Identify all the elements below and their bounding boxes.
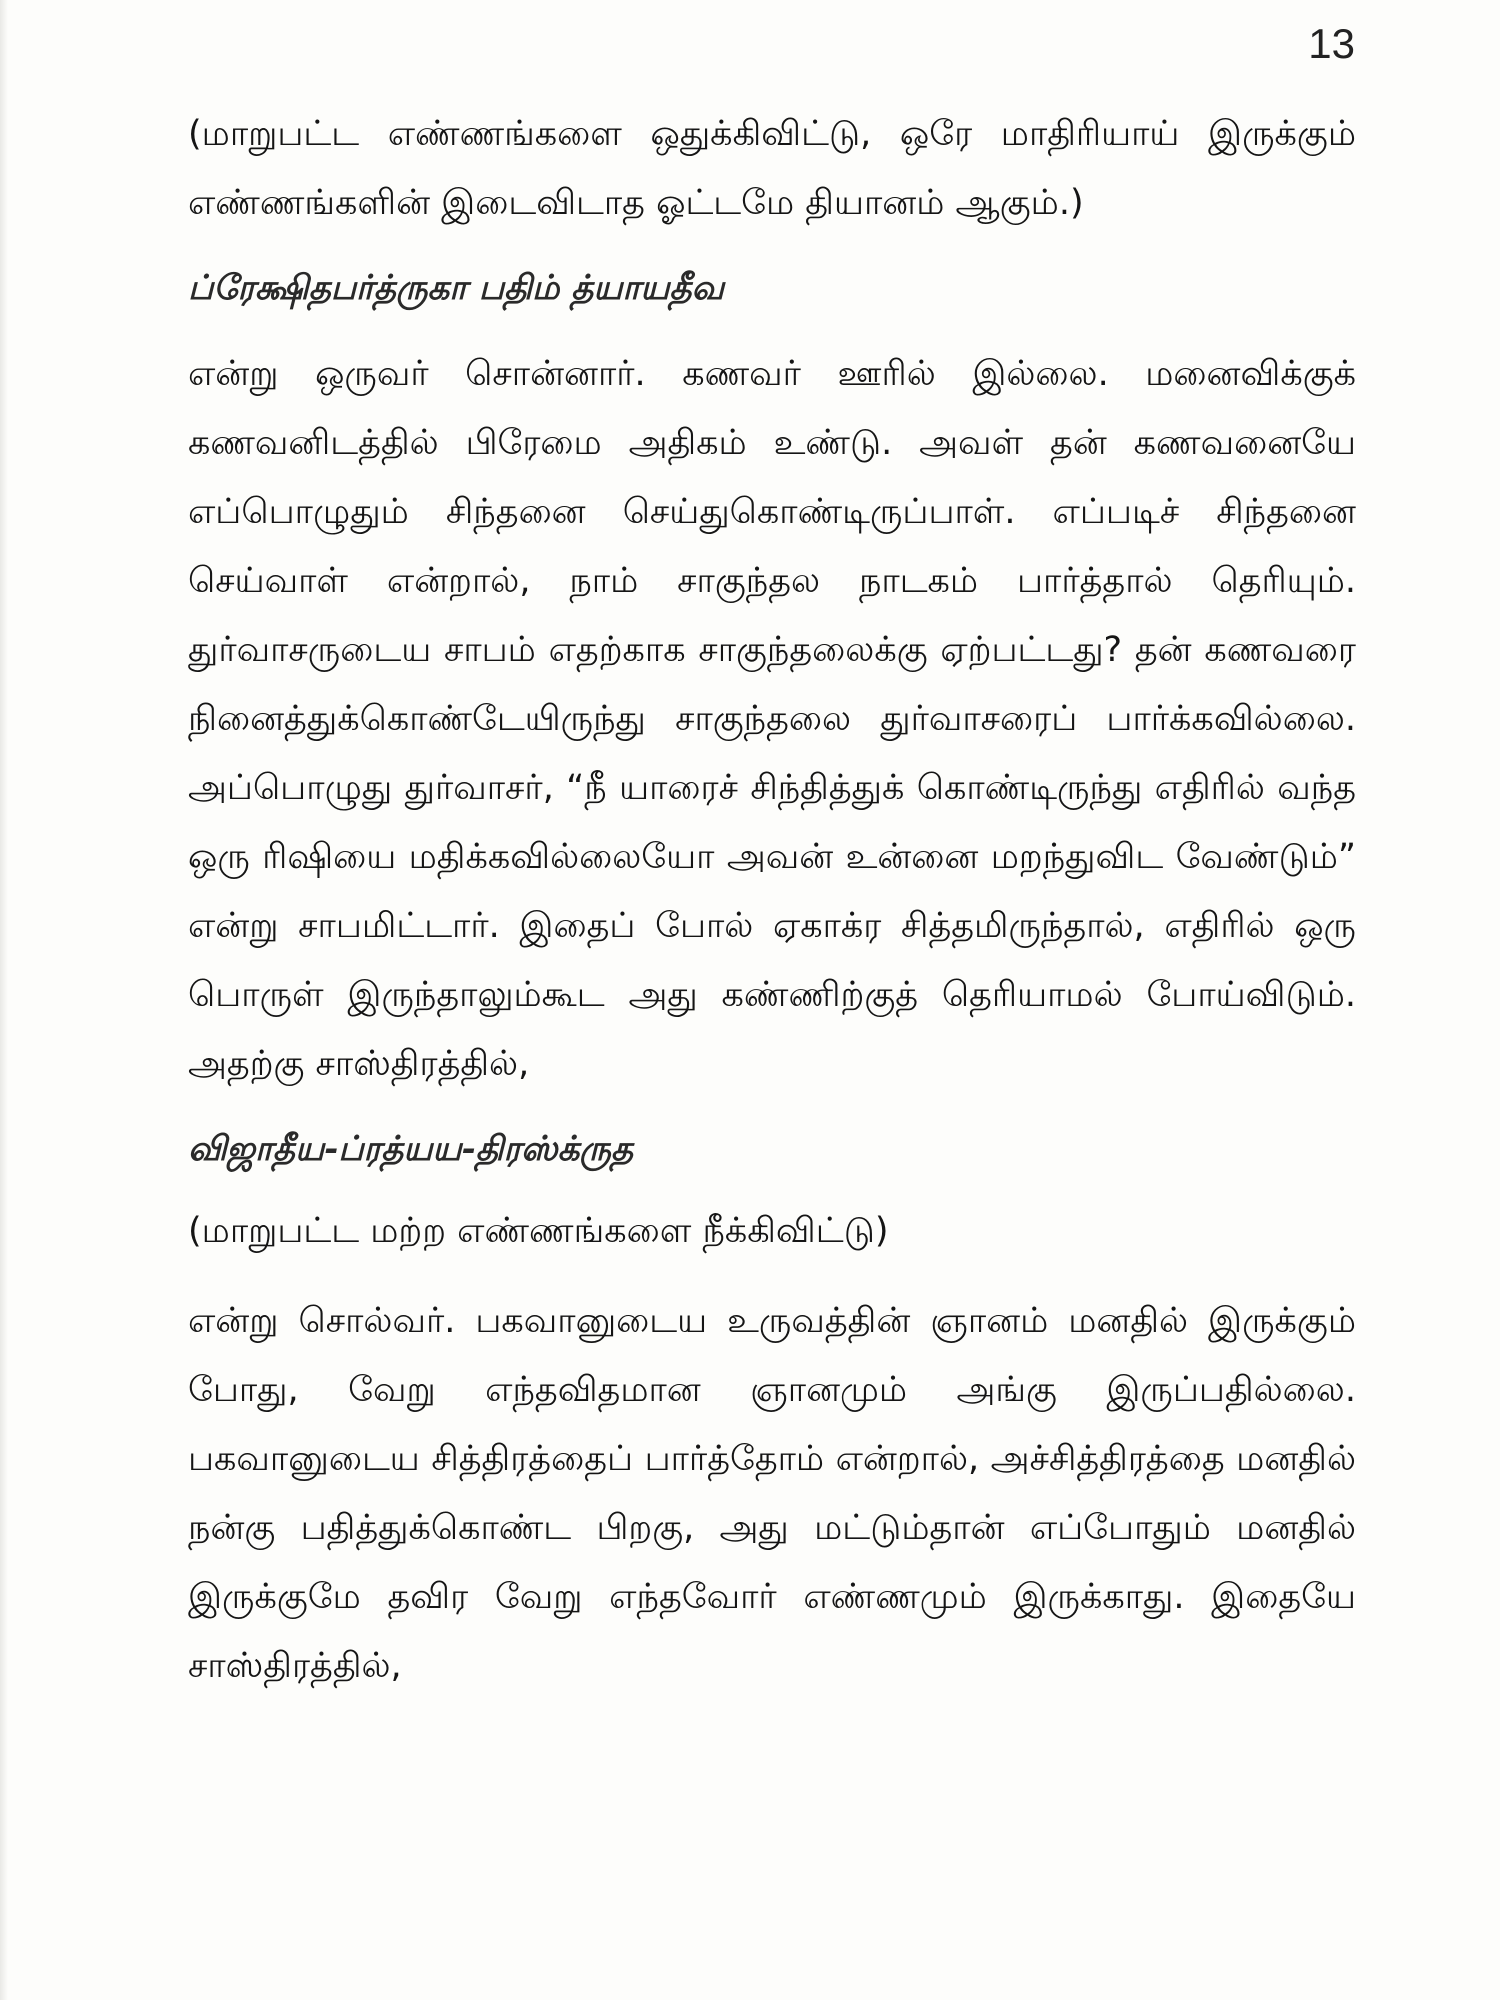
page-edge-shadow xyxy=(0,0,8,2000)
sanskrit-verse-heading: விஜாதீய-ப்ரத்யய-திரஸ்க்ருத xyxy=(188,1129,633,1169)
verse-translation: (மாறுபட்ட மற்ற எண்ணங்களை நீக்கிவிட்டு) xyxy=(188,1211,889,1251)
page-number: 13 xyxy=(1308,20,1355,67)
paragraph-meditation-definition: (மாறுபட்ட எண்ணங்களை ஒதுக்கிவிட்டு, ஒரே மாதிரியாய் இருக்கும் எண்ணங்களின் இடைவிடாத ஓட்டமே தியானம் ஆகும்.) xyxy=(188,114,1356,223)
paragraph-image-of-god: என்று சொல்வர். பகவானுடைய உருவத்தின் ஞானம் மனதில் இருக்கும் போது, வேறு எந்தவிதமான ஞானமும் அங்கு இருப்பதில்லை. பகவானுடைய சித்திரத்தைப் பார்த்தோம் என்றால், அச்சித்திரத்தை மனதில் நன்கு பதித்துக்கொண்ட பிறகு, அது மட்டும்தான் எப்போதும் மனதில் இருக்குமே தவிர வேறு எந்தவோர் எண்ணமும் இருக்காது. இதையே சாஸ்திரத்தில், xyxy=(188,1301,1356,1686)
sanskrit-verse-heading: ப்ரேக்ஷிதபர்த்ருகா பதிம் த்யாயதீவ xyxy=(188,268,725,308)
paragraph-shakuntala-story: என்று ஒருவர் சொன்னார். கணவர் ஊரில் இல்லை. மனைவிக்குக் கணவனிடத்தில் பிரேமை அதிகம் உண்டு. அவள் தன் கணவனையே எப்பொழுதும் சிந்தனை செய்துகொண்டிருப்பாள். எப்படிச் சிந்தனை செய்வாள் என்றால், நாம் சாகுந்தல நாடகம் பார்த்தால் தெரியும். துர்வாசருடைய சாபம் எதற்காக சாகுந்தலைக்கு ஏற்பட்டது? தன் கணவரை நினைத்துக்கொண்டேயிருந்து சாகுந்தலை துர்வாசரைப் பார்க்கவில்லை. அப்பொழுது துர்வாசர், “நீ யாரைச் சிந்தித்துக் கொண்டிருந்து எதிரில் வந்த ஒரு ரிஷியை மதிக்கவில்லையோ அவன் உன்னை மறந்துவிட வேண்டும்” என்று சாபமிட்டார். இதைப் போல் ஏகாக்ர சித்தமிருந்தால், எதிரில் ஒரு பொருள் இருந்தாலும்கூட அது கண்ணிற்குத் தெரியாமல் போய்விடும். அதற்கு சாஸ்திரத்தில், xyxy=(188,354,1356,1084)
page-body xyxy=(188,100,1356,1701)
